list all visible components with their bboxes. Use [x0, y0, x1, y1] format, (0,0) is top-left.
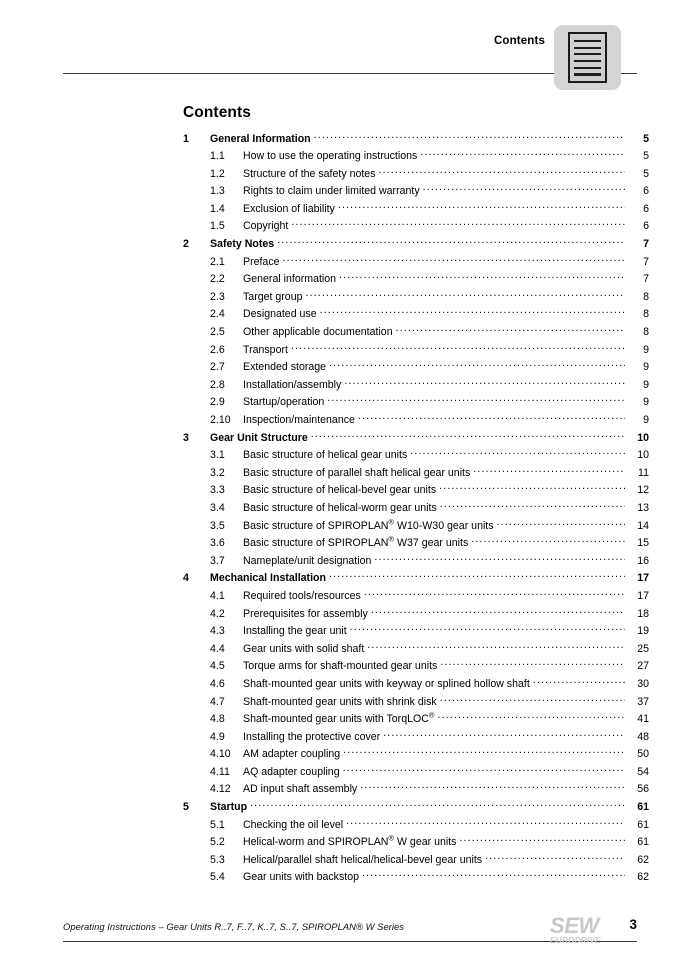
toc-entry-page: 12 [637, 484, 649, 497]
toc-entry-label: Rights to claim under limited warranty [243, 185, 420, 198]
toc-section-row[interactable] [183, 870, 649, 888]
toc-dot-leader [367, 642, 625, 652]
toc-section-row[interactable] [183, 184, 649, 202]
toc-section-row[interactable] [183, 290, 649, 308]
toc-dot-leader [440, 659, 625, 669]
toc-entry-number: 1.2 [210, 167, 225, 180]
toc-entry-label: Startup/operation [243, 396, 325, 409]
toc-entry-page: 7 [643, 273, 649, 286]
toc-dot-leader [497, 519, 625, 529]
toc-entry-number: 1.1 [210, 150, 225, 163]
toc-dot-leader [283, 255, 625, 265]
toc-section-row[interactable] [183, 747, 649, 765]
toc-section-row[interactable] [183, 695, 649, 713]
toc-dot-leader [374, 554, 625, 564]
toc-chapter-row[interactable] [183, 132, 649, 150]
toc-section-row[interactable] [183, 835, 649, 853]
toc-dot-leader [364, 589, 625, 599]
document-icon-line [574, 67, 601, 69]
toc-entry-page: 17 [637, 589, 649, 602]
toc-entry-page: 8 [643, 326, 649, 339]
toc-section-row[interactable] [183, 448, 649, 466]
table-of-contents [183, 105, 649, 888]
toc-entry-number: 1.3 [210, 185, 225, 198]
toc-entry-label: Startup [210, 801, 248, 814]
toc-entry-number: 4.3 [210, 625, 225, 638]
toc-entry-number: 2.1 [210, 255, 225, 268]
toc-entry-page: 37 [637, 695, 649, 708]
toc-entry-label: Installing the protective cover [243, 730, 381, 743]
toc-entry-label: Basic structure of helical-bevel gear units [243, 484, 437, 497]
toc-entry-label: How to use the operating instructions [243, 150, 418, 163]
toc-entry-page: 6 [643, 185, 649, 198]
toc-dot-leader [371, 607, 625, 617]
toc-section-row[interactable] [183, 343, 649, 361]
toc-dot-leader [344, 378, 625, 388]
toc-entry-number: 4 [183, 572, 189, 585]
document-icon-line [574, 53, 601, 55]
toc-dot-leader [339, 272, 625, 282]
toc-dot-leader [305, 290, 625, 300]
toc-entry-page: 19 [637, 625, 649, 638]
toc-entry-number: 3.4 [210, 501, 225, 514]
toc-entry-label: Checking the oil level [243, 818, 344, 831]
toc-section-row[interactable] [183, 519, 649, 537]
toc-entry-label: Basic structure of helical gear units [243, 449, 408, 462]
toc-dot-leader [277, 237, 625, 247]
toc-entry-page: 9 [643, 361, 649, 374]
toc-entry-page: 7 [643, 255, 649, 268]
document-icon-line [574, 47, 601, 49]
toc-entry-number: 3.1 [210, 449, 225, 462]
toc-section-row[interactable] [183, 712, 649, 730]
toc-entry-page: 11 [638, 466, 649, 479]
toc-dot-leader [314, 132, 625, 142]
toc-chapter-row[interactable] [183, 571, 649, 589]
toc-entry-number: 4.12 [210, 783, 231, 796]
toc-entry-page: 56 [637, 783, 649, 796]
toc-entry-number: 3.6 [210, 537, 225, 550]
toc-dot-leader [360, 782, 625, 792]
toc-entry-page: 5 [643, 132, 649, 145]
toc-chapter-row[interactable] [183, 237, 649, 255]
toc-entry-page: 7 [643, 238, 649, 251]
toc-entry-page: 9 [643, 396, 649, 409]
toc-entry-number: 4.5 [210, 660, 225, 673]
toc-dot-leader [533, 677, 625, 687]
toc-entry-page: 17 [637, 572, 649, 585]
toc-entry-page: 10 [637, 449, 649, 462]
toc-entry-number: 3.7 [210, 554, 225, 567]
toc-section-row[interactable] [183, 466, 649, 484]
document-icon-line [574, 73, 601, 75]
toc-entry-page: 25 [637, 642, 649, 655]
toc-entry-number: 3 [183, 431, 189, 444]
logo-eurodrive-text: EURODRIVE [550, 935, 601, 945]
toc-section-row[interactable] [183, 659, 649, 677]
toc-entry-page: 61 [637, 818, 649, 831]
toc-entry-page: 10 [637, 431, 649, 444]
toc-entry-page: 54 [637, 765, 649, 778]
toc-section-row[interactable] [183, 378, 649, 396]
toc-section-row[interactable] [183, 536, 649, 554]
toc-section-row[interactable] [183, 501, 649, 519]
toc-section-row[interactable] [183, 765, 649, 783]
toc-entry-label: Installation/assembly [243, 378, 342, 391]
page-footer [0, 900, 700, 960]
toc-entry-label: Nameplate/unit designation [243, 554, 372, 567]
toc-entry-label: Helical/parallel shaft helical/helical-bevel gear units [243, 853, 483, 866]
toc-entry-label: Gear units with solid shaft [243, 642, 365, 655]
toc-entry-label: Designated use [243, 308, 317, 321]
toc-dot-leader [343, 765, 625, 775]
toc-entry-label: Copyright [243, 220, 289, 233]
toc-entry-label: Gear Unit Structure [210, 431, 308, 444]
toc-entry-number: 3.3 [210, 484, 225, 497]
toc-dot-leader [358, 413, 625, 423]
toc-dot-leader [410, 448, 625, 458]
document-lines-icon [554, 25, 621, 90]
toc-dot-leader [396, 325, 625, 335]
header-divider [63, 73, 637, 74]
toc-section-row[interactable] [183, 624, 649, 642]
toc-entry-label: Extended storage [243, 361, 327, 374]
toc-section-row[interactable] [183, 589, 649, 607]
toc-section-row[interactable] [183, 554, 649, 572]
toc-entry-page: 61 [637, 801, 649, 814]
toc-entry-page: 9 [643, 378, 649, 391]
toc-dot-leader [440, 501, 625, 511]
toc-entry-number: 4.4 [210, 642, 225, 655]
toc-entry-label: Basic structure of helical-worm gear units [243, 501, 437, 514]
toc-dot-leader [459, 835, 625, 845]
toc-entry-label: Prerequisites for assembly [243, 607, 368, 620]
toc-entry-number: 2.6 [210, 343, 225, 356]
toc-entry-number: 4.11 [210, 765, 230, 778]
toc-entry-number: 3.5 [210, 519, 225, 532]
toc-entry-number: 4.1 [210, 589, 225, 602]
toc-dot-leader [420, 149, 625, 159]
toc-section-row[interactable] [183, 272, 649, 290]
toc-entry-label: Safety Notes [210, 238, 275, 251]
toc-entry-number: 4.7 [210, 695, 225, 708]
footer-document-title: Operating Instructions – Gear Units R..7, F..7, K..7, S..7, SPIROPLAN® W Series [63, 921, 405, 932]
toc-dot-leader [439, 483, 625, 493]
toc-entry-number: 2.4 [210, 308, 225, 321]
toc-dot-leader [320, 307, 625, 317]
toc-section-row[interactable] [183, 219, 649, 237]
toc-entry-label: General Information [210, 132, 311, 145]
running-header-title: Contents [493, 35, 545, 47]
toc-entry-page: 9 [643, 343, 649, 356]
toc-dot-leader [471, 536, 625, 546]
toc-entry-label: Inspection/maintenance [243, 414, 355, 426]
toc-entry-number: 2.10 [210, 414, 231, 426]
toc-entry-number: 2.7 [210, 361, 225, 374]
toc-entry-page: 13 [637, 501, 649, 514]
toc-entry-number: 4.2 [210, 607, 225, 620]
toc-entry-number: 5.2 [210, 836, 225, 849]
toc-section-row[interactable] [183, 167, 649, 185]
toc-entry-number: 4.9 [210, 730, 225, 743]
page-title: Contents [183, 104, 251, 121]
toc-dot-leader [379, 167, 626, 177]
toc-section-row[interactable] [183, 325, 649, 343]
toc-entry-label: Shaft-mounted gear units with keyway or splined hollow shaft [243, 677, 530, 690]
toc-dot-leader [362, 870, 625, 880]
toc-entry-page: 61 [637, 836, 649, 849]
toc-entry-label: Transport [243, 343, 288, 356]
toc-entry-number: 2.8 [210, 378, 225, 391]
toc-entry-label: Preface [243, 255, 280, 268]
toc-dot-leader [338, 202, 625, 212]
toc-entry-label: General information [243, 273, 337, 286]
toc-entry-page: 9 [643, 414, 649, 426]
toc-entry-page: 16 [637, 554, 649, 567]
toc-entry-page: 48 [637, 730, 649, 743]
toc-dot-leader [438, 712, 625, 722]
toc-dot-leader [327, 395, 625, 405]
toc-entry-page: 50 [637, 748, 649, 761]
toc-section-row[interactable] [183, 202, 649, 220]
toc-entry-number: 2.5 [210, 326, 225, 339]
toc-entry-label: AD input shaft assembly [243, 783, 358, 796]
toc-entry-label: Mechanical Installation [210, 572, 326, 585]
toc-section-row[interactable] [183, 395, 649, 413]
toc-entry-page: 27 [637, 660, 649, 673]
toc-section-row[interactable] [183, 607, 649, 625]
toc-section-row[interactable] [183, 413, 649, 431]
toc-entry-label: Installing the gear unit [243, 625, 347, 638]
toc-entry-label: Required tools/resources [243, 589, 361, 602]
toc-dot-leader [291, 343, 625, 353]
toc-entry-list [183, 132, 649, 889]
toc-entry-page: 6 [643, 220, 649, 233]
toc-entry-label: Shaft-mounted gear units with shrink disk [243, 695, 437, 708]
toc-entry-number: 5 [183, 801, 189, 814]
logo-sew-text: SEW [550, 913, 599, 938]
toc-entry-page: 6 [643, 202, 649, 215]
toc-entry-number: 1.5 [210, 220, 225, 233]
toc-entry-page: 62 [637, 871, 649, 884]
toc-dot-leader [343, 747, 625, 757]
toc-entry-number: 5.1 [210, 818, 225, 831]
toc-entry-number: 5.3 [210, 853, 225, 866]
toc-entry-page: 62 [637, 853, 649, 866]
toc-chapter-row[interactable] [183, 800, 649, 818]
toc-entry-page: 8 [643, 308, 649, 321]
toc-entry-label: Target group [243, 290, 303, 303]
toc-entry-page: 8 [643, 290, 649, 303]
toc-entry-page: 18 [637, 607, 649, 620]
toc-entry-label: Basic structure of parallel shaft helical gear units [243, 466, 471, 479]
toc-dot-leader [383, 730, 625, 740]
toc-dot-leader [473, 466, 625, 476]
toc-dot-leader [329, 571, 625, 581]
toc-dot-leader [291, 219, 625, 229]
toc-section-row[interactable] [183, 782, 649, 800]
toc-entry-label: Other applicable documentation [243, 326, 393, 339]
toc-section-row[interactable] [183, 642, 649, 660]
document-icon-sheet [568, 32, 607, 83]
toc-dot-leader [440, 695, 625, 705]
toc-entry-page: 14 [637, 519, 649, 532]
toc-dot-leader [423, 184, 625, 194]
toc-chapter-row[interactable] [183, 431, 649, 449]
page-number: 3 [629, 917, 637, 932]
document-icon-line [574, 40, 601, 42]
toc-section-row[interactable] [183, 730, 649, 748]
toc-entry-number: 3.2 [210, 466, 225, 479]
toc-entry-number: 2.3 [210, 290, 225, 303]
toc-entry-number: 2 [183, 238, 189, 251]
toc-section-row[interactable] [183, 360, 649, 378]
toc-section-row[interactable] [183, 149, 649, 167]
toc-dot-leader [485, 853, 625, 863]
toc-section-row[interactable] [183, 483, 649, 501]
toc-section-row[interactable] [183, 677, 649, 695]
toc-entry-page: 30 [637, 677, 649, 690]
toc-entry-label: Basic structure of SPIROPLAN® W10-W30 gear units [243, 517, 494, 532]
toc-section-row[interactable] [183, 818, 649, 836]
toc-entry-page: 5 [643, 167, 649, 180]
toc-entry-label: Structure of the safety notes [243, 167, 376, 180]
toc-entry-page: 41 [637, 713, 649, 726]
toc-entry-number: 5.4 [210, 871, 225, 884]
toc-entry-number: 4.6 [210, 677, 225, 690]
toc-dot-leader [311, 431, 625, 441]
toc-section-row[interactable] [183, 307, 649, 325]
toc-entry-label: Basic structure of SPIROPLAN® W37 gear units [243, 534, 469, 550]
toc-entry-label: Shaft-mounted gear units with TorqLOC® [243, 710, 435, 726]
toc-entry-number: 2.2 [210, 273, 225, 286]
toc-entry-label: Torque arms for shaft-mounted gear units [243, 660, 438, 673]
toc-entry-label: AM adapter coupling [243, 748, 341, 761]
toc-dot-leader [250, 800, 625, 810]
document-icon-line [574, 60, 601, 62]
toc-entry-number: 4.10 [210, 748, 231, 761]
toc-dot-leader [346, 818, 625, 828]
toc-entry-label: Gear units with backstop [243, 871, 359, 884]
toc-section-row[interactable] [183, 255, 649, 273]
toc-entry-number: 1.4 [210, 202, 225, 215]
toc-entry-label: AQ adapter coupling [243, 765, 340, 778]
toc-entry-page: 15 [637, 537, 649, 550]
toc-dot-leader [329, 360, 625, 370]
toc-entry-page: 5 [643, 150, 649, 163]
toc-entry-label: Exclusion of liability [243, 202, 335, 215]
page-header [0, 0, 700, 100]
toc-dot-leader [350, 624, 625, 634]
toc-entry-number: 1 [183, 132, 189, 145]
toc-entry-number: 2.9 [210, 396, 225, 409]
toc-entry-number: 4.8 [210, 713, 225, 726]
toc-entry-label: Helical-worm and SPIROPLAN® W gear units [243, 833, 457, 849]
toc-section-row[interactable] [183, 853, 649, 871]
